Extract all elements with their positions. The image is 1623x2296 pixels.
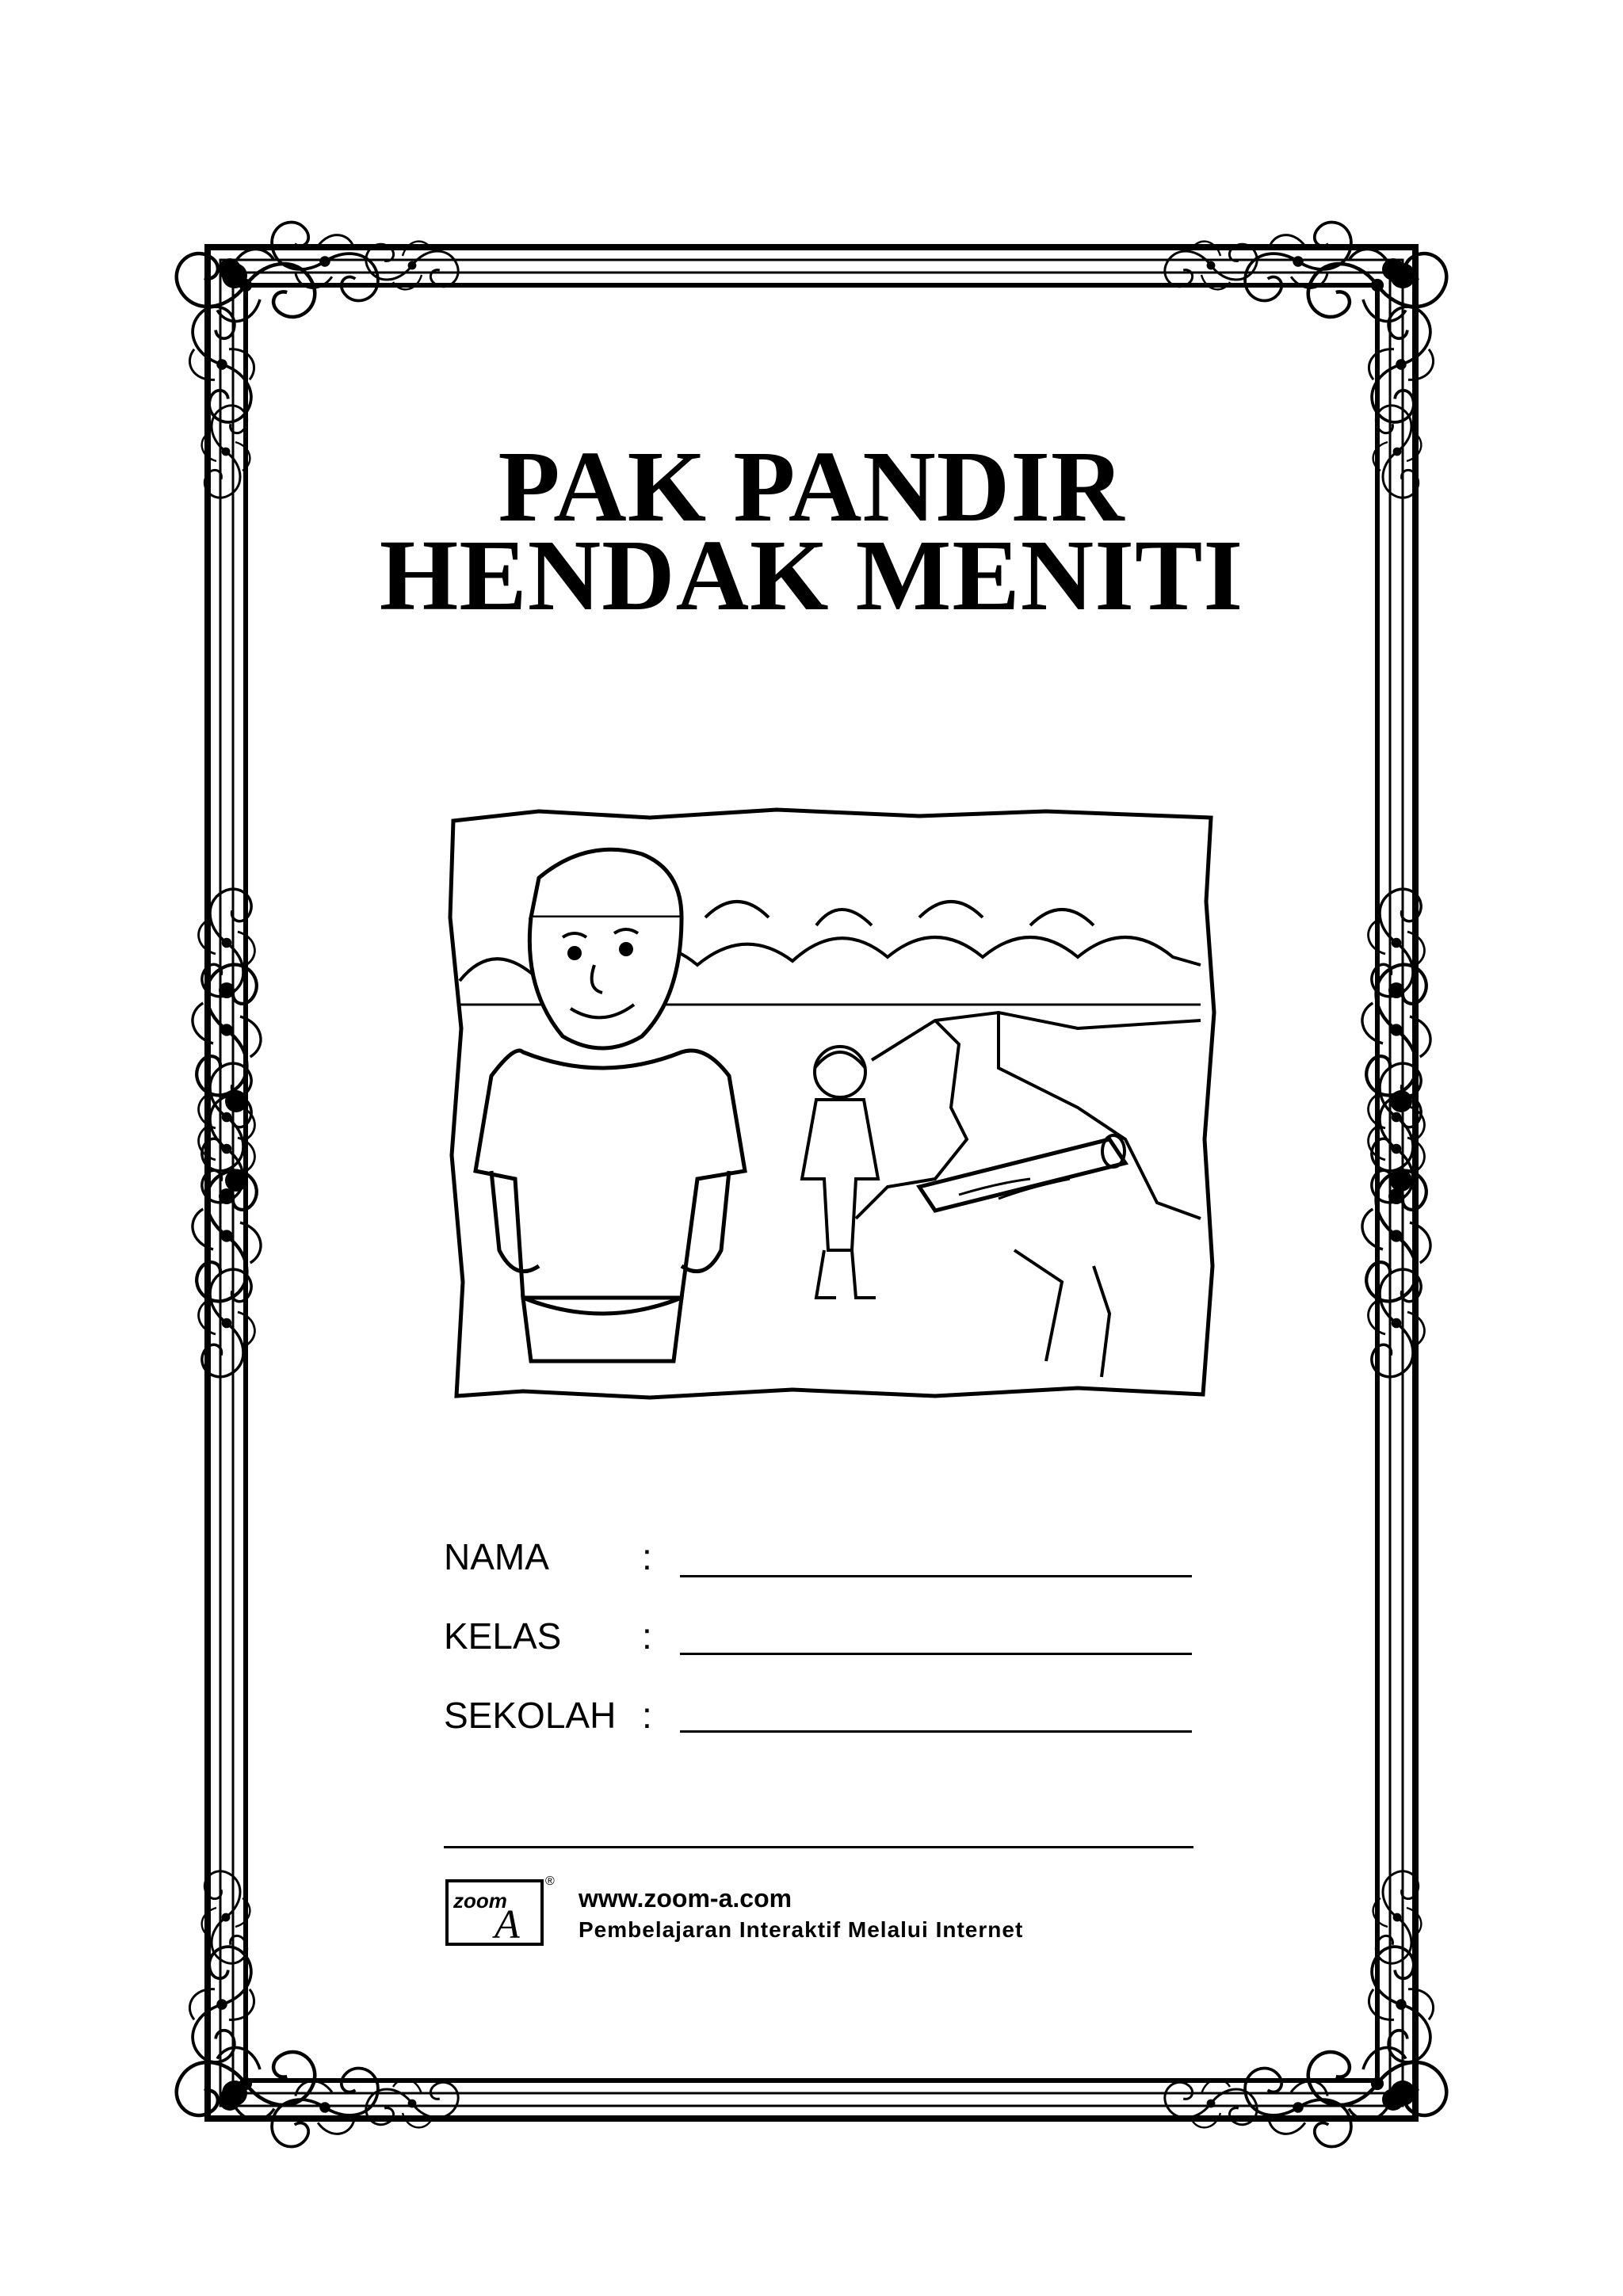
name-colon: : xyxy=(642,1536,652,1577)
footer-tagline: Pembelajaran Interaktif Melalui Internet xyxy=(579,1917,1024,1942)
zoom-a-logo xyxy=(445,1879,556,1946)
cartoon-illustration-icon xyxy=(444,807,1220,1401)
school-colon: : xyxy=(642,1695,652,1736)
class-colon: : xyxy=(642,1615,652,1657)
name-field-line[interactable] xyxy=(680,1575,1192,1577)
class-field-line[interactable] xyxy=(680,1653,1192,1655)
school-label: SEKOLAH xyxy=(444,1695,617,1736)
registered-mark: ® xyxy=(545,1875,555,1888)
svg-text:A: A xyxy=(495,1902,520,1946)
footer-rule xyxy=(444,1846,1193,1848)
class-label: KELAS xyxy=(444,1615,562,1657)
svg-text:zoom: zoom xyxy=(453,1889,507,1913)
website-url[interactable]: www.zoom-a.com xyxy=(579,1884,792,1913)
school-field-line[interactable] xyxy=(680,1730,1192,1733)
title-line-1: PAK PANDIR xyxy=(498,430,1125,543)
name-label: NAMA xyxy=(444,1536,549,1577)
title-line-2: HENDAK MENITI xyxy=(379,519,1244,631)
